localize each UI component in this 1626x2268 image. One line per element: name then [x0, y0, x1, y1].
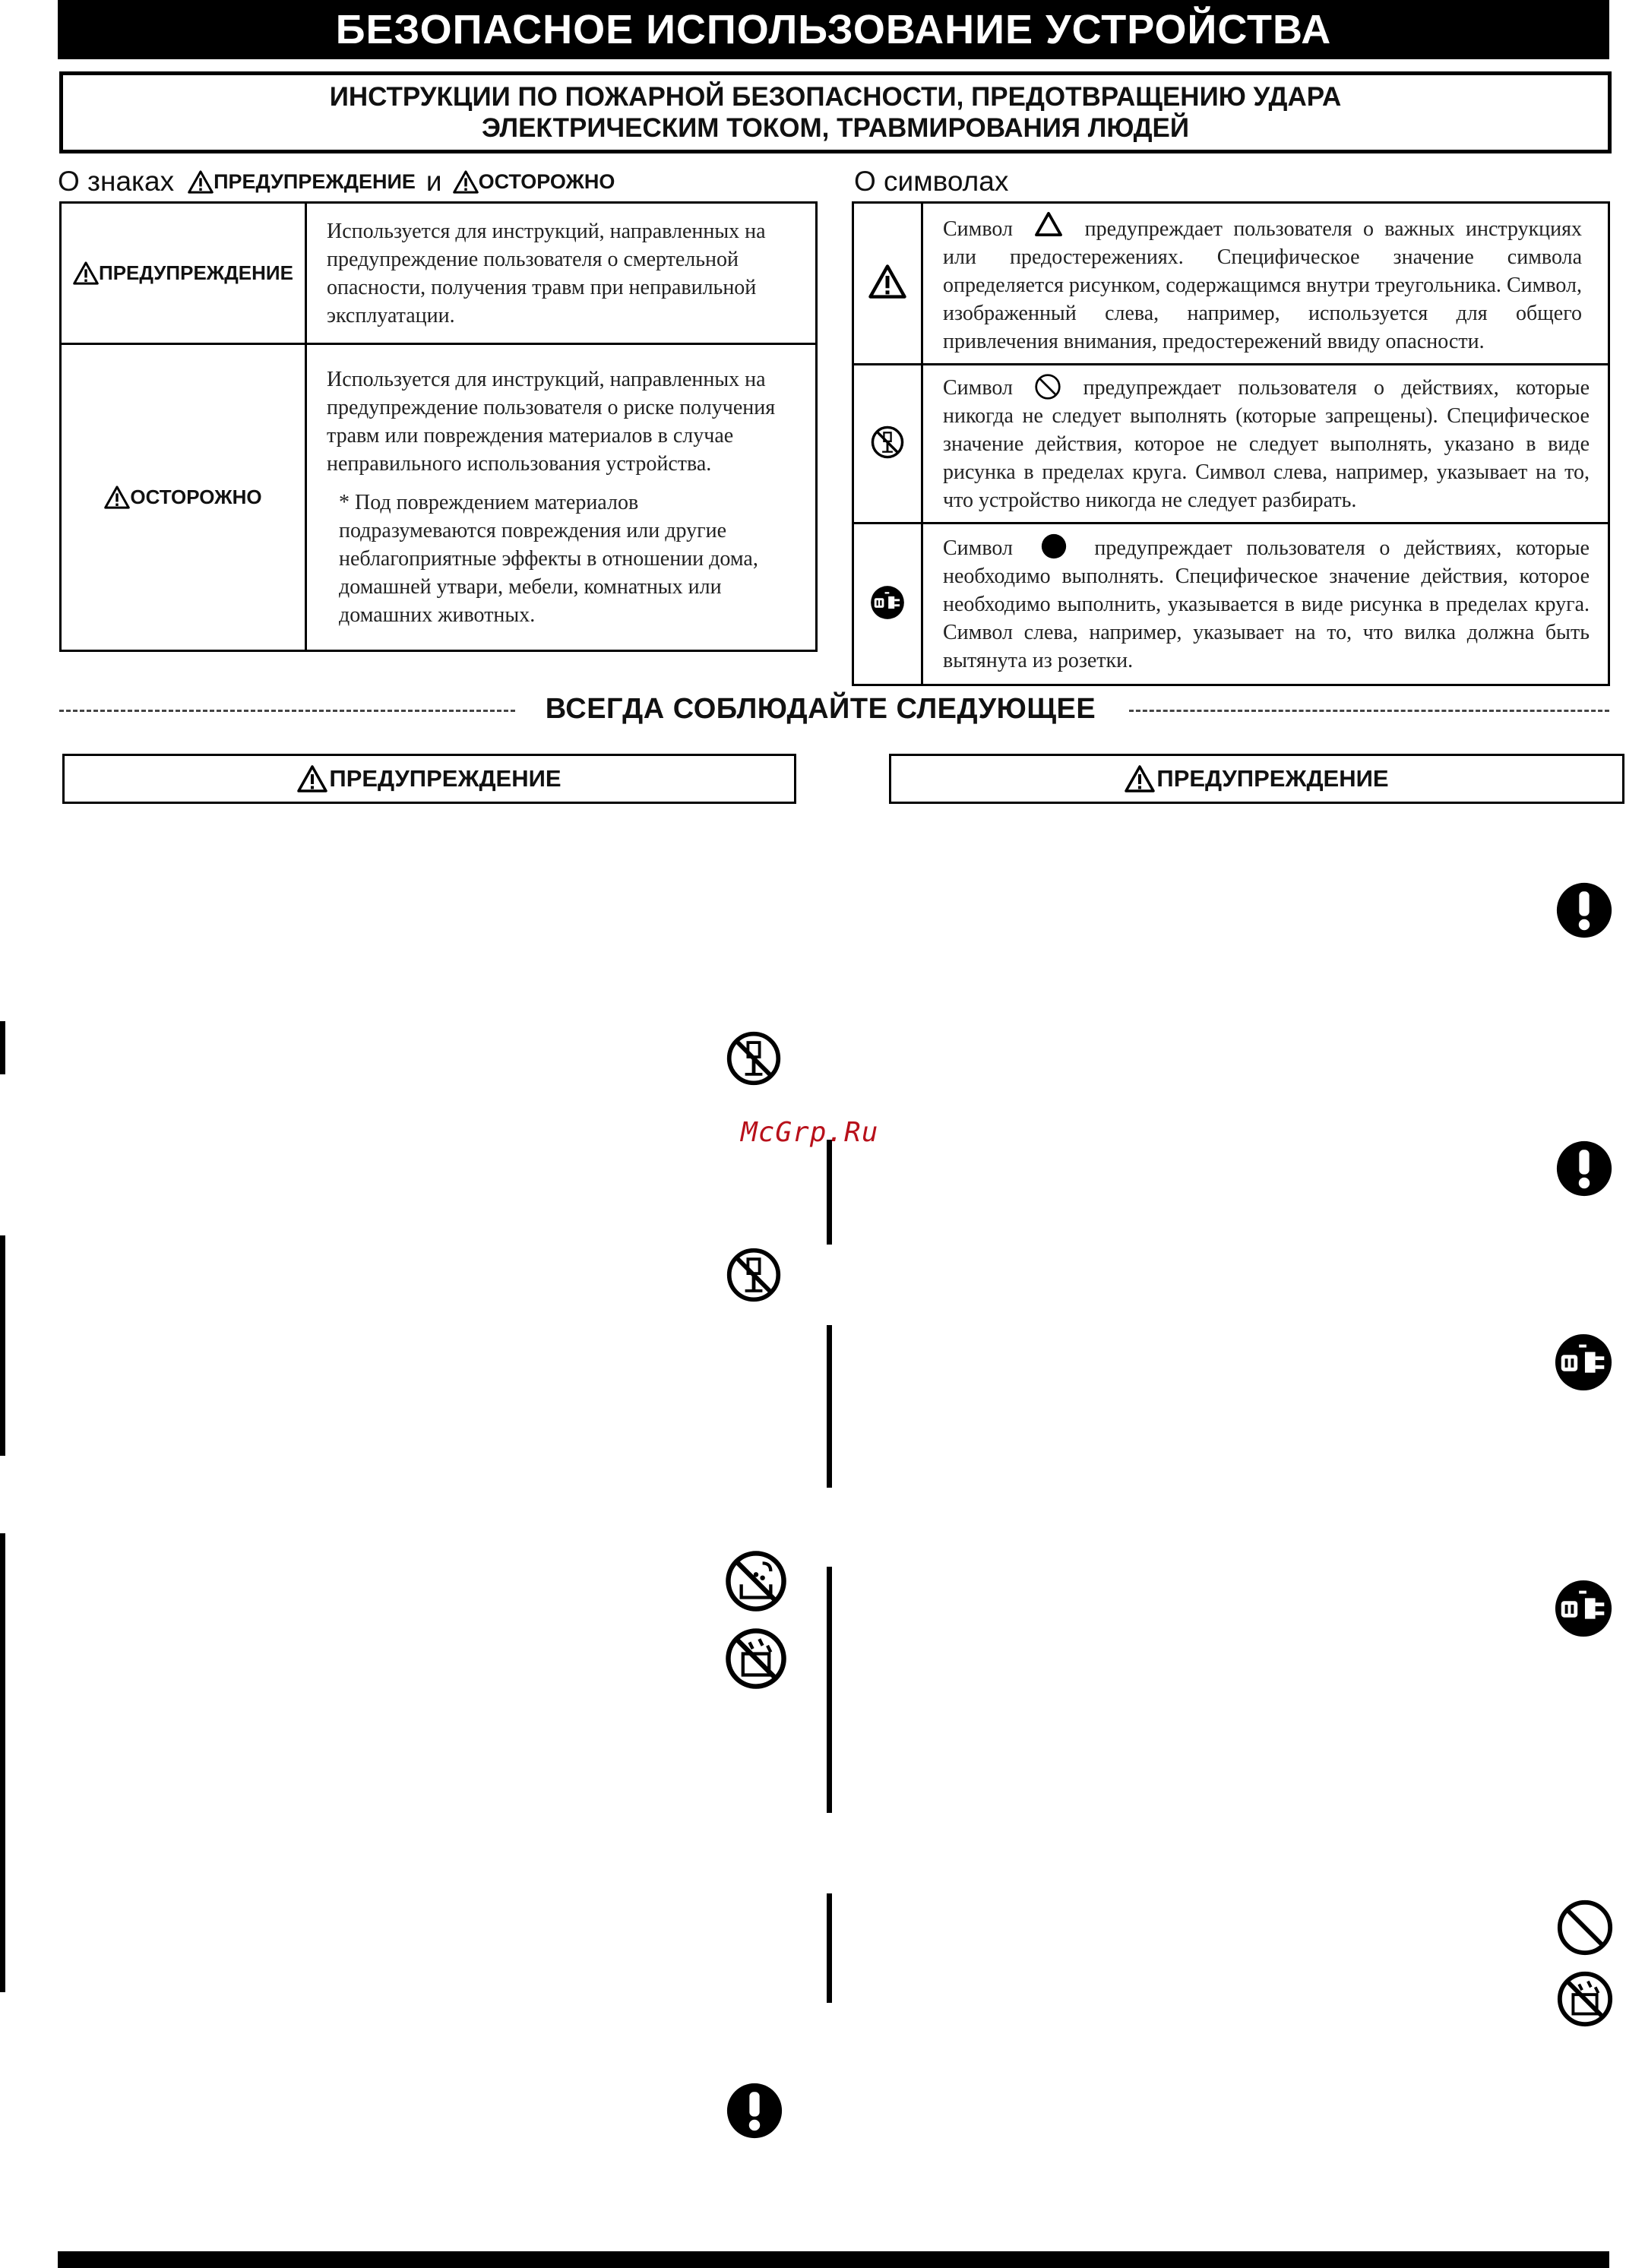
signs-heading-caution-tag	[453, 170, 615, 194]
symbols-row-prohibited-text-cell	[922, 365, 1609, 524]
symbols-heading: О символах	[854, 166, 1009, 197]
watermark: McGrp.Ru	[741, 1117, 879, 1148]
prohibition-circle-icon	[1034, 373, 1061, 400]
symbols-row-triangle-text-cell	[922, 203, 1609, 365]
signs-heading-and: и	[425, 166, 442, 197]
signs-row-warning	[61, 203, 817, 344]
caution-note: * Под повреждением материалов подразумеваются повреждения или другие неблагоприятные эффекты в отношении дома, домашней утвари, мебели, комнатных или домашних животных.	[339, 491, 758, 627]
symbols-table	[852, 201, 1610, 686]
column-bar	[827, 1140, 832, 1245]
symbols-row-prohibited-icon-cell	[853, 365, 922, 524]
no-water-icon	[723, 1548, 789, 1614]
signs-caution-label-cell	[61, 344, 306, 651]
symbols-row-mandatory-word: Символ	[943, 536, 1014, 560]
symbols-row-prohibited-word: Символ	[943, 376, 1014, 400]
right-warning-box-label: ПРЕДУПРЕЖДЕНИЕ	[1156, 765, 1389, 792]
margin-bar	[0, 1533, 5, 1992]
signs-heading-caution-label: ОСТОРОЖНО	[478, 169, 615, 193]
signs-row-caution	[61, 344, 817, 651]
warning-triangle-icon	[73, 261, 99, 285]
warning-sign	[62, 261, 304, 285]
signs-heading-warning-label: ПРЕДУПРЕЖДЕНИЕ	[214, 169, 416, 193]
column-bar	[827, 1893, 832, 2003]
warning-triangle-icon	[188, 170, 214, 194]
symbols-row-mandatory-desc: предупреждает пользователя о действиях, которые необходимо выполнять. Специфическое значение действия, которое необходимо выполнить, указывается в виде рисунка в пределах круга. Символ слева, например, указывает на то, что вилка должна быть вытянута из розетки.	[943, 536, 1590, 672]
caution-sign	[62, 486, 304, 509]
warning-triangle-icon	[104, 486, 130, 509]
no-disassemble-icon	[725, 1246, 783, 1304]
signs-heading	[58, 166, 615, 198]
warning-sign-label: ПРЕДУПРЕЖДЕНИЕ	[99, 261, 293, 284]
prohibition-circle-icon	[1555, 1898, 1615, 1957]
no-disassemble-icon	[725, 1030, 783, 1087]
right-warning-box	[889, 754, 1624, 804]
signs-heading-prefix: О знаках	[58, 166, 175, 197]
bottom-bar	[58, 2251, 1609, 2268]
mandatory-icon	[1555, 1140, 1613, 1197]
symbols-row-mandatory	[853, 524, 1609, 685]
separator-right	[1129, 710, 1609, 712]
warning-description: Используется для инструкций, направленных на предупреждение пользователя о смертельной опасности, получения травм при неправильной эксплуатации.	[327, 219, 766, 327]
symbols-row-prohibited-text	[943, 373, 1590, 514]
caution-sign-label: ОСТОРОЖНО	[130, 486, 262, 508]
empty-triangle-icon	[1034, 211, 1063, 237]
margin-bar	[0, 1021, 5, 1074]
left-warning-box-label: ПРЕДУПРЕЖДЕНИЕ	[329, 765, 562, 792]
always-observe-title: ВСЕГДА СОБЛЮДАЙТЕ СЛЕДУЮЩЕЕ	[545, 693, 1096, 725]
subtitle-line-1: ИНСТРУКЦИИ ПО ПОЖАРНОЙ БЕЗОПАСНОСТИ, ПРЕДОТВРАЩЕНИЮ УДАРА	[329, 82, 1342, 112]
symbols-row-triangle-text	[943, 211, 1582, 356]
column-bar	[827, 1567, 832, 1813]
symbols-row-mandatory-text	[943, 533, 1590, 675]
margin-bar	[0, 1235, 5, 1456]
mandatory-icon	[1555, 881, 1613, 939]
symbols-row-mandatory-icon-cell	[853, 524, 922, 685]
unplug-icon	[1554, 1579, 1613, 1638]
caution-description: Используется для инструкций, направленных на предупреждение пользователя о риске получения травм или повреждения материалов в случае неправильного использования устройства.	[327, 368, 776, 476]
warning-triangle-icon	[868, 264, 906, 299]
subtitle-line-2: ЭЛЕКТРИЧЕСКИМ ТОКОМ, ТРАВМИРОВАНИЯ ЛЮДЕЙ	[481, 113, 1190, 143]
separator-left	[59, 710, 515, 712]
signs-table	[59, 201, 818, 652]
symbols-row-triangle-icon-cell	[853, 203, 922, 365]
no-disassemble-icon	[870, 425, 905, 460]
symbols-row-prohibited-desc: предупреждает пользователя о действиях, которые никогда не следует выполнять (которые запрещены). Специфическое значение действия, которое не следует выполнять, указано в виде рисунка в пределах круга. Символ слева, например, указывает на то, что устройство никогда не следует разбирать.	[943, 376, 1590, 512]
no-moisture-icon	[723, 1626, 789, 1691]
column-bar	[827, 1325, 832, 1488]
signs-caution-text-cell	[306, 344, 817, 651]
symbols-row-prohibited	[853, 365, 1609, 524]
symbols-row-triangle-word: Символ	[943, 217, 1014, 241]
page-subtitle	[59, 71, 1612, 153]
symbols-row-triangle	[853, 203, 1609, 365]
left-warning-box	[62, 754, 796, 804]
signs-heading-warning-tag	[188, 170, 416, 194]
filled-circle-icon	[1041, 533, 1067, 559]
signs-warning-label-cell	[61, 203, 306, 344]
warning-triangle-icon	[297, 765, 327, 792]
page-title: БЕЗОПАСНОЕ ИСПОЛЬЗОВАНИЕ УСТРОЙСТВА	[58, 0, 1609, 59]
warning-triangle-icon	[453, 170, 479, 194]
unplug-icon	[870, 585, 905, 620]
mandatory-icon	[726, 2082, 783, 2140]
symbols-row-mandatory-text-cell	[922, 524, 1609, 685]
no-moisture-icon	[1555, 1969, 1615, 2029]
unplug-icon	[1554, 1333, 1613, 1392]
symbols-row-triangle-desc: предупреждает пользователя о важных инструкциях или предостережениях. Специфическое значение символа определяется рисунком, содержащимся внутри треугольника. Символ, изображенный слева, например, используется для общего привлечения внимания, предостережений ввиду опасности.	[943, 217, 1583, 353]
warning-triangle-icon	[1125, 765, 1155, 792]
signs-warning-text-cell	[306, 203, 817, 344]
